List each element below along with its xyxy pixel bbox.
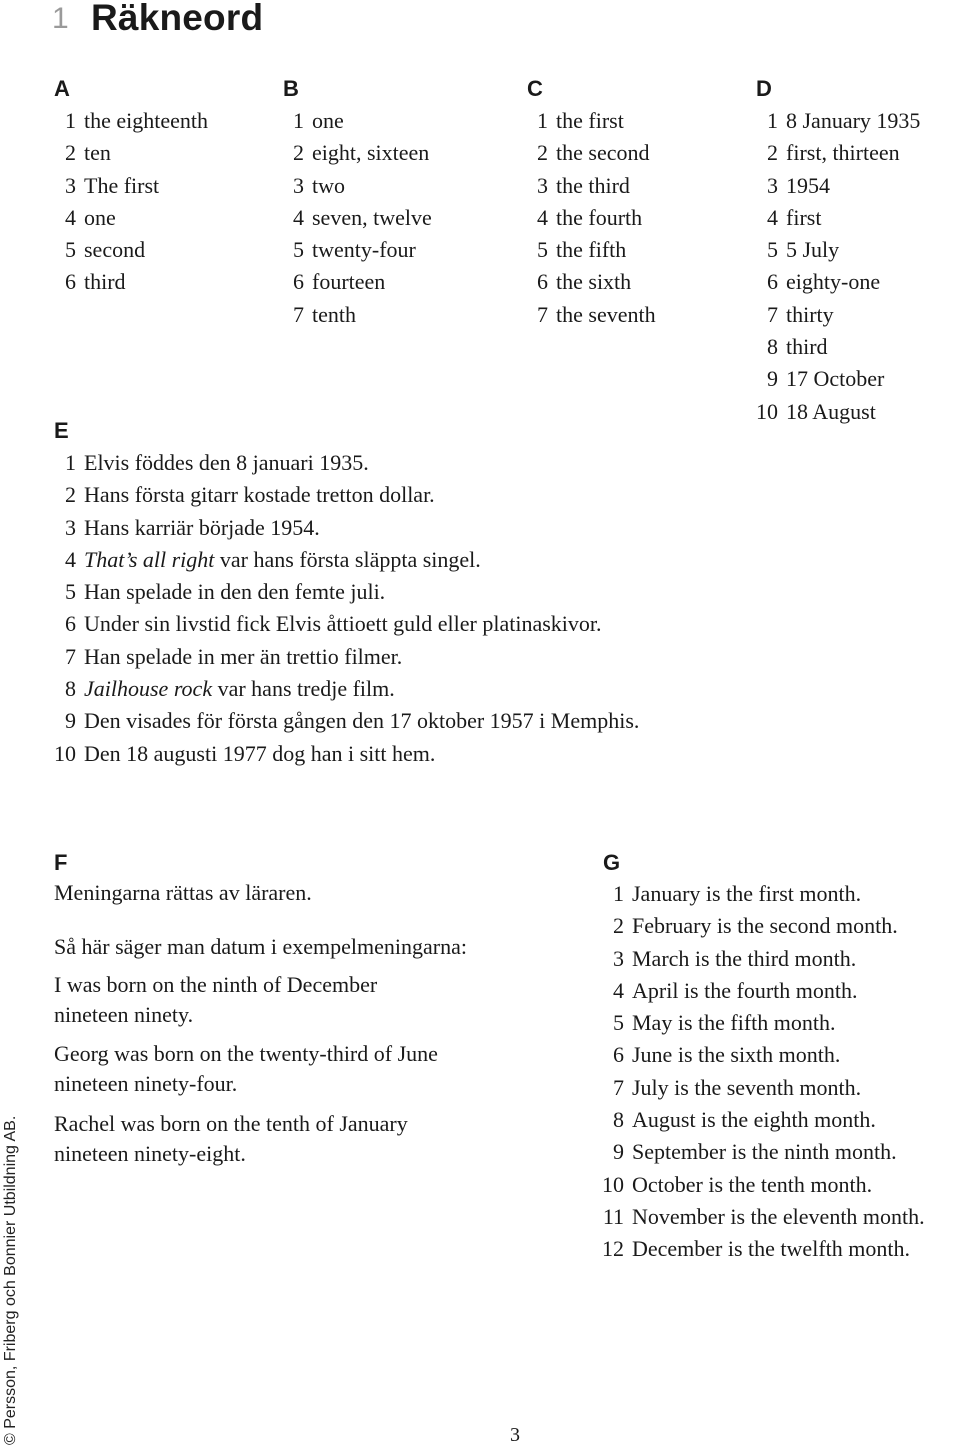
item-text: third bbox=[84, 269, 126, 295]
item-number: 4 bbox=[767, 204, 778, 230]
list-item bbox=[748, 331, 920, 363]
list-item bbox=[54, 234, 208, 266]
item-number: 5 bbox=[767, 237, 778, 263]
list-item bbox=[526, 266, 656, 298]
item-text: one bbox=[312, 108, 344, 133]
item-number: 9 bbox=[613, 1139, 624, 1165]
item-text: the eighteenth bbox=[84, 108, 209, 133]
item-number: 3 bbox=[537, 172, 548, 198]
list-item bbox=[598, 910, 925, 942]
list-item bbox=[526, 299, 656, 331]
item-text: eight, sixteen bbox=[312, 140, 430, 166]
item-text: the sixth bbox=[556, 269, 632, 295]
section-a-list bbox=[54, 105, 208, 299]
page-number: 3 bbox=[510, 1424, 520, 1446]
item-text: one bbox=[84, 204, 116, 230]
item-text: 8 January 1935 bbox=[786, 108, 921, 133]
section-b-heading: B bbox=[283, 76, 299, 101]
section-f-example-3 bbox=[54, 1109, 408, 1169]
list-item bbox=[748, 234, 920, 266]
list-item bbox=[282, 202, 432, 234]
item-number: 5 bbox=[537, 237, 548, 263]
item-text: August is the eighth month. bbox=[632, 1107, 876, 1133]
list-item bbox=[748, 363, 920, 395]
item-text: February is the second month. bbox=[632, 913, 898, 939]
list-item bbox=[526, 170, 656, 202]
list-item bbox=[54, 105, 208, 137]
list-item bbox=[598, 1072, 925, 1104]
item-number: 4 bbox=[613, 977, 624, 1003]
item-text: 17 October bbox=[786, 366, 885, 392]
example-line: Rachel was born on the tenth of January bbox=[54, 1111, 408, 1136]
item-number: 4 bbox=[65, 546, 76, 572]
item-number: 5 bbox=[65, 237, 76, 263]
list-item bbox=[282, 299, 432, 331]
item-text: Han spelade in mer än trettio filmer. bbox=[84, 643, 403, 669]
list-item bbox=[748, 266, 920, 298]
item-text: 5 July bbox=[786, 237, 840, 263]
section-c-list bbox=[526, 105, 656, 331]
list-item bbox=[526, 234, 656, 266]
item-text: The first bbox=[84, 172, 160, 198]
item-text: Den visades för första gången den 17 oktober 1957 i Memphis. bbox=[84, 708, 640, 734]
list-item bbox=[52, 705, 639, 737]
item-number: 7 bbox=[767, 301, 778, 327]
item-text: July is the seventh month. bbox=[632, 1074, 862, 1100]
item-number: 1 bbox=[293, 108, 304, 133]
section-f-subhead: Så här säger man datum i exempelmeningarna: bbox=[54, 934, 467, 959]
list-item bbox=[52, 608, 639, 640]
list-item bbox=[282, 137, 432, 169]
item-text: March is the third month. bbox=[632, 945, 857, 971]
item-number: 2 bbox=[65, 140, 76, 166]
item-number: 10 bbox=[602, 1171, 624, 1197]
item-text: the seventh bbox=[556, 301, 656, 327]
item-text: the third bbox=[556, 172, 630, 198]
list-item bbox=[282, 266, 432, 298]
item-text: September is the ninth month. bbox=[632, 1139, 897, 1165]
item-number: 3 bbox=[65, 514, 76, 540]
item-text: Elvis föddes den 8 januari 1935. bbox=[84, 450, 369, 475]
item-text-rest: var hans första släppta singel. bbox=[214, 546, 481, 572]
list-item bbox=[54, 170, 208, 202]
item-text: January is the first month. bbox=[632, 881, 862, 906]
section-d-heading: D bbox=[756, 76, 772, 101]
section-a-heading: A bbox=[54, 76, 70, 101]
item-number: 2 bbox=[613, 913, 624, 939]
item-text: April is the fourth month. bbox=[632, 977, 858, 1003]
item-number: 5 bbox=[293, 237, 304, 263]
item-number: 8 bbox=[613, 1107, 624, 1133]
item-text: first bbox=[786, 204, 822, 230]
item-number: 6 bbox=[293, 269, 304, 295]
item-text bbox=[84, 544, 481, 576]
item-number: 8 bbox=[767, 334, 778, 360]
list-item bbox=[598, 1201, 925, 1233]
example-line: nineteen ninety. bbox=[54, 1002, 194, 1027]
item-number: 6 bbox=[537, 269, 548, 295]
item-number: 5 bbox=[65, 579, 76, 605]
list-item bbox=[748, 137, 920, 169]
item-text: Hans första gitarr kostade tretton dollar. bbox=[84, 482, 435, 508]
list-item bbox=[54, 137, 208, 169]
item-number: 1 bbox=[65, 108, 76, 133]
item-text: 18 August bbox=[786, 398, 876, 424]
item-number: 12 bbox=[602, 1236, 624, 1262]
item-number: 7 bbox=[613, 1074, 624, 1100]
item-number: 7 bbox=[537, 301, 548, 327]
list-item bbox=[598, 943, 925, 975]
item-number: 1 bbox=[613, 881, 624, 906]
item-text: May is the fifth month. bbox=[632, 1010, 836, 1036]
list-item bbox=[52, 447, 639, 479]
item-number: 3 bbox=[613, 945, 624, 971]
list-item bbox=[52, 479, 639, 511]
list-item bbox=[282, 170, 432, 202]
item-text: tenth bbox=[312, 301, 356, 327]
example-line: I was born on the ninth of December bbox=[54, 972, 378, 997]
list-item bbox=[282, 234, 432, 266]
item-number: 3 bbox=[767, 172, 778, 198]
item-text: Hans karriär började 1954. bbox=[84, 514, 320, 540]
item-number: 9 bbox=[65, 708, 76, 734]
list-item bbox=[52, 641, 639, 673]
list-item bbox=[52, 512, 639, 544]
item-text: the second bbox=[556, 140, 650, 166]
list-item bbox=[598, 878, 925, 910]
list-item bbox=[598, 1136, 925, 1168]
list-item bbox=[748, 299, 920, 331]
item-text: second bbox=[84, 237, 146, 263]
item-number: 3 bbox=[293, 172, 304, 198]
item-number: 1 bbox=[767, 108, 778, 133]
item-number: 2 bbox=[767, 140, 778, 166]
section-b-list bbox=[282, 105, 432, 331]
example-line: nineteen ninety-four. bbox=[54, 1071, 238, 1096]
item-text: 1954 bbox=[786, 172, 830, 198]
item-text: ten bbox=[84, 140, 111, 166]
item-number: 6 bbox=[65, 269, 76, 295]
item-text: November is the eleventh month. bbox=[632, 1203, 925, 1229]
item-text-rest: var hans tredje film. bbox=[212, 676, 395, 702]
list-item bbox=[54, 202, 208, 234]
item-text: Under sin livstid fick Elvis åttioett guld eller platinaskivor. bbox=[84, 611, 602, 637]
page-title: Räkneord bbox=[91, 0, 264, 38]
list-item bbox=[598, 1169, 925, 1201]
item-number: 6 bbox=[767, 269, 778, 295]
item-number: 9 bbox=[767, 366, 778, 392]
chapter-number: 1 bbox=[52, 2, 69, 35]
item-text: Han spelade in den den femte juli. bbox=[84, 579, 386, 605]
item-text: the fourth bbox=[556, 204, 643, 230]
list-item bbox=[526, 105, 656, 137]
item-text bbox=[84, 673, 395, 705]
item-number: 8 bbox=[65, 676, 76, 702]
list-item bbox=[748, 202, 920, 234]
list-item bbox=[748, 396, 920, 428]
item-number: 2 bbox=[537, 140, 548, 166]
item-text: October is the tenth month. bbox=[632, 1171, 873, 1197]
item-italic-title: That’s all right bbox=[84, 546, 215, 572]
list-item bbox=[52, 673, 639, 705]
item-text: eighty-one bbox=[786, 269, 881, 295]
item-text: third bbox=[786, 334, 828, 360]
item-number: 7 bbox=[293, 301, 304, 327]
section-f-example-1 bbox=[54, 970, 377, 1030]
item-text: Den 18 augusti 1977 dog han i sitt hem. bbox=[84, 740, 436, 766]
item-number: 4 bbox=[537, 204, 548, 230]
item-text: December is the twelfth month. bbox=[632, 1236, 910, 1262]
item-number: 10 bbox=[54, 740, 76, 766]
item-number: 7 bbox=[65, 643, 76, 669]
item-text: the fifth bbox=[556, 237, 627, 263]
item-number: 1 bbox=[65, 450, 76, 475]
list-item bbox=[748, 170, 920, 202]
list-item bbox=[598, 975, 925, 1007]
item-text: seven, twelve bbox=[312, 204, 432, 230]
item-number: 6 bbox=[613, 1042, 624, 1068]
section-d-list bbox=[748, 105, 920, 428]
section-g-list bbox=[598, 878, 925, 1266]
item-number: 4 bbox=[65, 204, 76, 230]
list-item bbox=[598, 1233, 925, 1265]
item-text: fourteen bbox=[312, 269, 386, 295]
copyright-notice: © Persson, Friberg och Bonnier Utbildning AB. bbox=[2, 1115, 19, 1445]
section-g-heading: G bbox=[603, 850, 621, 875]
item-number: 3 bbox=[65, 172, 76, 198]
item-text: the first bbox=[556, 108, 624, 133]
list-item bbox=[526, 202, 656, 234]
item-text: June is the sixth month. bbox=[632, 1042, 841, 1068]
item-number: 1 bbox=[537, 108, 548, 133]
section-e-list bbox=[52, 447, 639, 770]
section-f-intro: Meningarna rättas av läraren. bbox=[54, 880, 312, 905]
item-number: 11 bbox=[602, 1203, 624, 1229]
list-item bbox=[52, 576, 639, 608]
section-c-heading: C bbox=[527, 76, 543, 101]
item-text: two bbox=[312, 172, 345, 198]
list-item bbox=[52, 544, 639, 576]
list-item bbox=[748, 105, 920, 137]
item-text: thirty bbox=[786, 301, 834, 327]
item-number: 2 bbox=[293, 140, 304, 166]
list-item bbox=[598, 1104, 925, 1136]
section-e-heading: E bbox=[54, 418, 69, 443]
item-number: 6 bbox=[65, 611, 76, 637]
example-line: Georg was born on the twenty-third of June bbox=[54, 1041, 438, 1066]
list-item bbox=[526, 137, 656, 169]
list-item bbox=[598, 1007, 925, 1039]
item-number: 2 bbox=[65, 482, 76, 508]
item-number: 10 bbox=[756, 398, 778, 424]
item-italic-title: Jailhouse rock bbox=[84, 676, 213, 702]
item-text: twenty-four bbox=[312, 237, 416, 263]
item-number: 5 bbox=[613, 1010, 624, 1036]
list-item bbox=[598, 1039, 925, 1071]
section-f-example-2 bbox=[54, 1039, 438, 1099]
item-text: first, thirteen bbox=[786, 140, 900, 166]
example-line: nineteen ninety-eight. bbox=[54, 1141, 246, 1166]
item-number: 4 bbox=[293, 204, 304, 230]
section-f-heading: F bbox=[54, 850, 68, 875]
list-item bbox=[52, 738, 639, 770]
list-item bbox=[54, 266, 208, 298]
list-item bbox=[282, 105, 432, 137]
